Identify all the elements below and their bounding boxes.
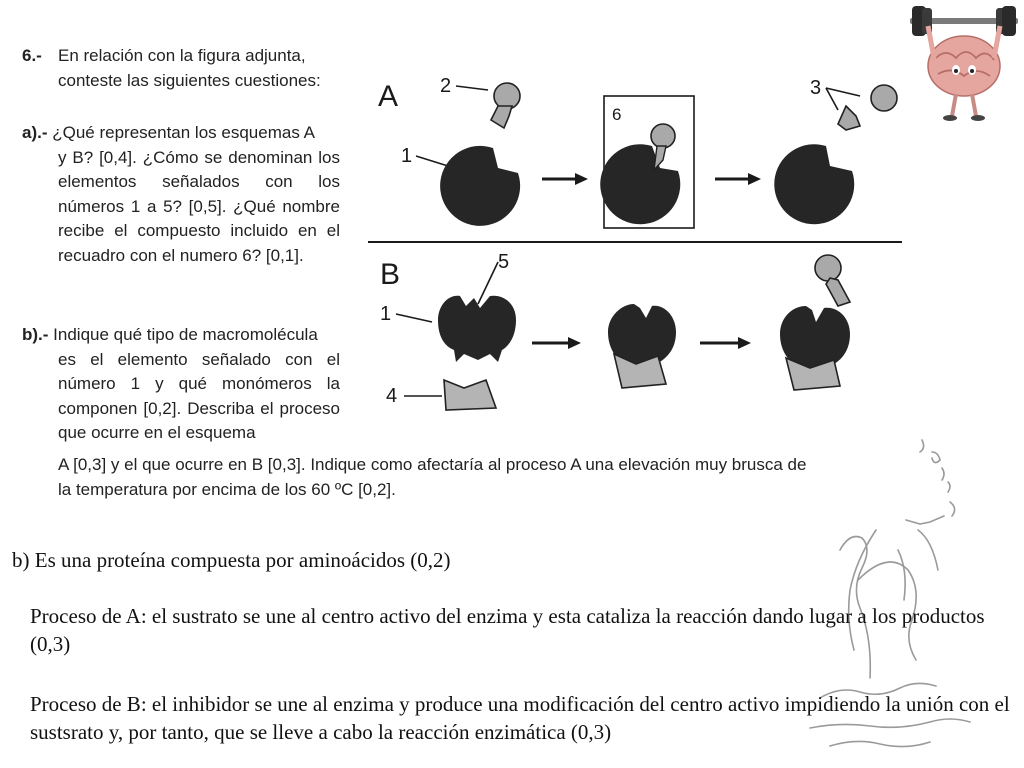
answer-b: b) Es una proteína compuesta por aminoácidos (0,2) xyxy=(12,548,451,572)
question-intro-line1: En relación con la figura adjunta, xyxy=(58,46,306,65)
part-b-first: Indique qué tipo de macromolécula xyxy=(53,325,318,344)
part-b-cont-line2: la temperatura por encima de los 60 ºC [0,2]. xyxy=(58,479,396,499)
number-1-b: 1 xyxy=(380,303,392,325)
question-intro-line2: conteste las siguientes cuestiones: xyxy=(58,70,321,90)
arrow-b1-icon xyxy=(532,337,581,349)
rejected-substrate-icon xyxy=(815,255,850,306)
product-2-icon xyxy=(871,85,897,111)
number-3: 3 xyxy=(810,77,822,99)
number-2: 2 xyxy=(440,75,452,97)
answer-process-b: Proceso de B: el inhibidor se une al enzima y produce una modificación del centro activo impidiendo la unión con el sustsrato y, por tanto, que se lleve a cabo la reacción enzimática (0,3) xyxy=(30,692,1010,744)
enzyme-inhibitor-complex-b2-icon xyxy=(608,304,676,388)
number-6: 6 xyxy=(612,105,622,124)
number-1-a: 1 xyxy=(401,145,413,167)
pointer-2 xyxy=(456,86,488,90)
question-part-b xyxy=(22,323,340,446)
enzyme-substrate-complex-icon xyxy=(600,124,680,224)
brain-lifting-weights-icon xyxy=(908,0,1020,124)
enzyme-a1-icon xyxy=(440,146,520,226)
part-a-label: a).- xyxy=(22,123,48,142)
arrow-a1-icon xyxy=(542,173,588,185)
part-b-cont-line1: A [0,3] y el que ocurre en B [0,3]. Indique como afectaría al proceso A una elevación muy brusca de xyxy=(58,455,807,474)
question-part-a xyxy=(22,121,340,268)
label-a: A xyxy=(378,80,399,113)
part-a-rest: y B? [0,4]. ¿Cómo se denominan los elementos señalados con los números 1 a 5? [0,5]. ¿Qué nombre recibe el compuesto incluido en el recuadro con el numero 6? [0,1]. xyxy=(58,147,340,265)
question-header xyxy=(22,44,342,93)
pointer-1-a xyxy=(416,156,448,166)
pointer-1-b xyxy=(396,314,432,322)
label-b: B xyxy=(380,258,401,291)
part-b-label: b).- xyxy=(22,325,49,344)
question-number: 6.- xyxy=(22,46,42,65)
arrow-b2-icon xyxy=(700,337,751,349)
part-a-first: ¿Qué representan los esquemas A xyxy=(52,123,315,142)
enzyme-a3-icon xyxy=(774,144,854,224)
substrate-2-icon xyxy=(491,83,520,128)
number-5: 5 xyxy=(498,251,510,273)
enzyme-diagram xyxy=(360,70,910,430)
enzyme-b1-icon xyxy=(438,296,516,362)
answer-process-a: Proceso de A: el sustrato se une al centro activo del enzima y esta cataliza la reacción dando lugar a los productos (0,3) xyxy=(30,604,985,656)
inhibitor-4-icon xyxy=(444,380,496,410)
number-4: 4 xyxy=(386,385,398,407)
pointer-3b xyxy=(826,88,860,96)
enzyme-inhibitor-complex-b3-icon xyxy=(780,306,850,390)
part-b-rest: es el elemento señalado con el número 1 y qué monómeros la componen [0,2]. Describa el proceso que ocurre en el esquema xyxy=(58,349,340,442)
product-1-icon xyxy=(838,106,860,130)
pointer-3a xyxy=(826,88,838,110)
arrow-a2-icon xyxy=(715,173,761,185)
question-part-b-continued xyxy=(58,453,888,502)
